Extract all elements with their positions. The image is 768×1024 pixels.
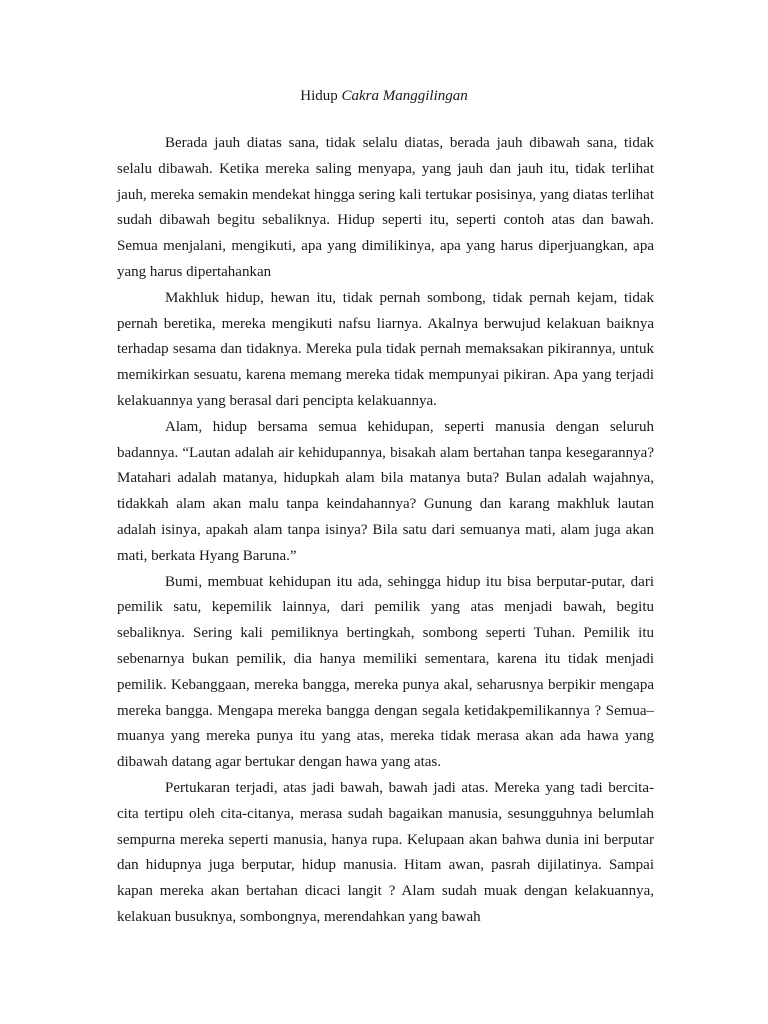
title-italic-text: Cakra Manggilingan — [341, 88, 468, 104]
document-body — [117, 131, 654, 931]
paragraph-2: Makhluk hidup, hewan itu, tidak pernah sombong, tidak pernah kejam, tidak pernah beretika, mereka mengikuti nafsu liarnya. Akalnya berwujud kelakuan baiknya terhadap sesama dan tidaknya. Mereka pula tidak pernah memaksakan pikirannya, untuk memikirkan sesuatu, karena memang mereka tidak mempunyai pikiran. Apa yang terjadi kelakuannya yang berasal dari pencipta kelakuannya. — [117, 289, 654, 409]
paragraph-5: Pertukaran terjadi, atas jadi bawah, bawah jadi atas. Mereka yang tadi bercita-cita tertipu oleh cita-citanya, merasa sudah bagaikan manusia, sesungguhnya belumlah sempurna mereka seperti manusia, hanya rupa. Kelupaan akan bahwa dunia ini berputar dan hidupnya juga berputar, hidup manusia. Hitam awan, pasrah dijilatinya. Sampai kapan mereka akan bertahan dicaci langit ? Alam sudah muak dengan kelakuannya, kelakuan busuknya, sombongnya, merendahkan yang bawah — [117, 779, 654, 925]
document-title — [0, 86, 768, 106]
paragraph-1: Berada jauh diatas sana, tidak selalu diatas, berada jauh dibawah sana, tidak selalu dibawah. Ketika mereka saling menyapa, yang jauh dan jauh itu, tidak terlihat jauh, mereka semakin mendekat hingga sering kali tertukar posisinya, yang diatas terlihat sudah dibawah begitu sebaliknya. Hidup seperti itu, seperti contoh atas dan bawah. Semua menjalani, mengikuti, apa yang dimilikinya, apa yang harus diperjuangkan, apa yang harus dipertahankan — [117, 135, 654, 280]
paragraph-4: Bumi, membuat kehidupan itu ada, sehingga hidup itu bisa berputar-putar, dari pemilik satu, kepemilik lainnya, dari pemilik yang atas menjadi bawah, begitu sebaliknya. Sering kali pemiliknya bertingkah, sombong seperti Tuhan. Pemilik itu sebenarnya bukan pemilik, dia hanya memiliki sementara, karena itu tidak menjadi pemilik. Kebanggaan, mereka bangga, mereka punya akal, seharusnya berpikir mengapa mereka bangga. Mengapa mereka bangga dengan segala ketidakpemilikannya ? Semua–muanya yang mereka punya itu yang atas, mereka tidak merasa akan ada hawa yang dibawah datang agar bertukar dengan hawa yang atas. — [117, 573, 654, 771]
title-plain-text: Hidup — [300, 88, 342, 104]
paragraph-3: Alam, hidup bersama semua kehidupan, seperti manusia dengan seluruh badannya. “Lautan adalah air kehidupannya, bisakah alam bertahan tanpa kesegarannya? Matahari adalah matanya, hidupkah alam bila matanya buta? Bulan adalah wajahnya, tidakkah alam akan malu tanpa keindahannya? Gunung dan karang makhluk lautan adalah isinya, apakah alam tanpa isinya? Bila satu dari semuanya mati, alam juga akan mati, berkata Hyang Baruna.” — [117, 418, 654, 564]
